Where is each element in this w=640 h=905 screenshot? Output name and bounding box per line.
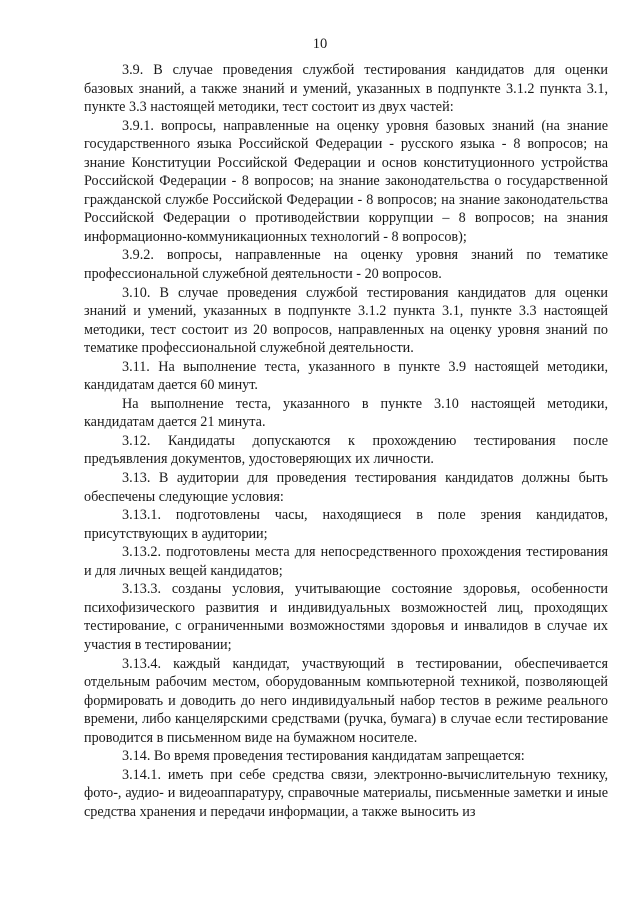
paragraph-3-13: 3.13. В аудитории для проведения тестирования кандидатов должны быть обеспечены следующие условия: xyxy=(84,470,608,505)
paragraph-3-9-1: 3.9.1. вопросы, направленные на оценку уровня базовых знаний (на знание государственного языка Российской Федерации - русского языка - 8 вопросов; на знание Конституции Российской Федерации и основ конституционного устройства Российской Федерации - 8 вопросов; на знание законодательства о государственной гражданской службе Российской Федерации - 8 вопросов; на знание законодательства Российской Федерации о противодействии коррупции – 8 вопросов; на знания информационно-коммуникационных технологий - 8 вопросов); xyxy=(84,117,608,245)
paragraph-3-14-1: 3.14.1. иметь при себе средства связи, электронно-вычислительную технику, фото-, аудио- и видеоаппаратуру, справочные материалы, письменные заметки и иные средства хранения и передачи информации, а также выносить из xyxy=(84,766,608,820)
paragraph-3-13-2: 3.13.2. подготовлены места для непосредственного прохождения тестирования и для личных вещей кандидатов; xyxy=(84,544,608,579)
paragraph-3-11-continued: На выполнение теста, указанного в пункте 3.10 настоящей методики, кандидатам дается 21 минута. xyxy=(84,395,608,431)
paragraph-3-12: 3.12. Кандидаты допускаются к прохождению тестирования после предъявления документов, удостоверяющих их личности. xyxy=(84,432,608,468)
paragraph-3-10: 3.10. В случае проведения службой тестирования кандидатов для оценки знаний и умений, указанных в подпункте 3.1.2 пункта 3.1, пункте 3.3 настоящей методики, тест состоит из 20 вопросов, направленных на оценку уровня знаний по тематике профессиональной служебной деятельности. xyxy=(84,284,608,357)
paragraph-3-13-3: 3.13.3. созданы условия, учитывающие состояние здоровья, особенности психофизического развития и индивидуальных возможностей лиц, проходящих тестирование, с ограниченными возможностями здоровья и инвалидов в случае их участия в тестировании; xyxy=(84,581,608,653)
paragraph-3-9-2: 3.9.2. вопросы, направленные на оценку уровня знаний по тематике профессиональной служебной деятельности - 20 вопросов. xyxy=(84,247,608,283)
paragraph-3-9: 3.9. В случае проведения службой тестирования кандидатов для оценки базовых знаний, а также знаний и умений, указанных в подпункте 3.1.2 пункта 3.1, пункте 3.3 настоящей методики, тест состоит из двух частей: xyxy=(84,62,608,116)
paragraph-3-13-1: 3.13.1. подготовлены часы, находящиеся в поле зрения кандидатов, присутствующих в аудитории; xyxy=(84,507,608,542)
paragraph-3-13-4: 3.13.4. каждый кандидат, участвующий в тестировании, обеспечивается отдельным рабочим местом, оборудованным компьютерной техникой, позволяющей формировать и доводить до него индивидуальный набор тестов в режиме реального времени, либо канцелярскими средствами (ручка, бумага) в случае если тестирование проводится в письменном виде на бумажном носителе. xyxy=(84,655,608,746)
paragraph-3-11: 3.11. На выполнение теста, указанного в пункте 3.9 настоящей методики, кандидатам дается 60 минут. xyxy=(84,358,608,394)
page-number: 10 xyxy=(312,36,328,52)
paragraph-3-14: 3.14. Во время проведения тестирования кандидатам запрещается: xyxy=(122,748,525,765)
document-body xyxy=(84,61,608,821)
